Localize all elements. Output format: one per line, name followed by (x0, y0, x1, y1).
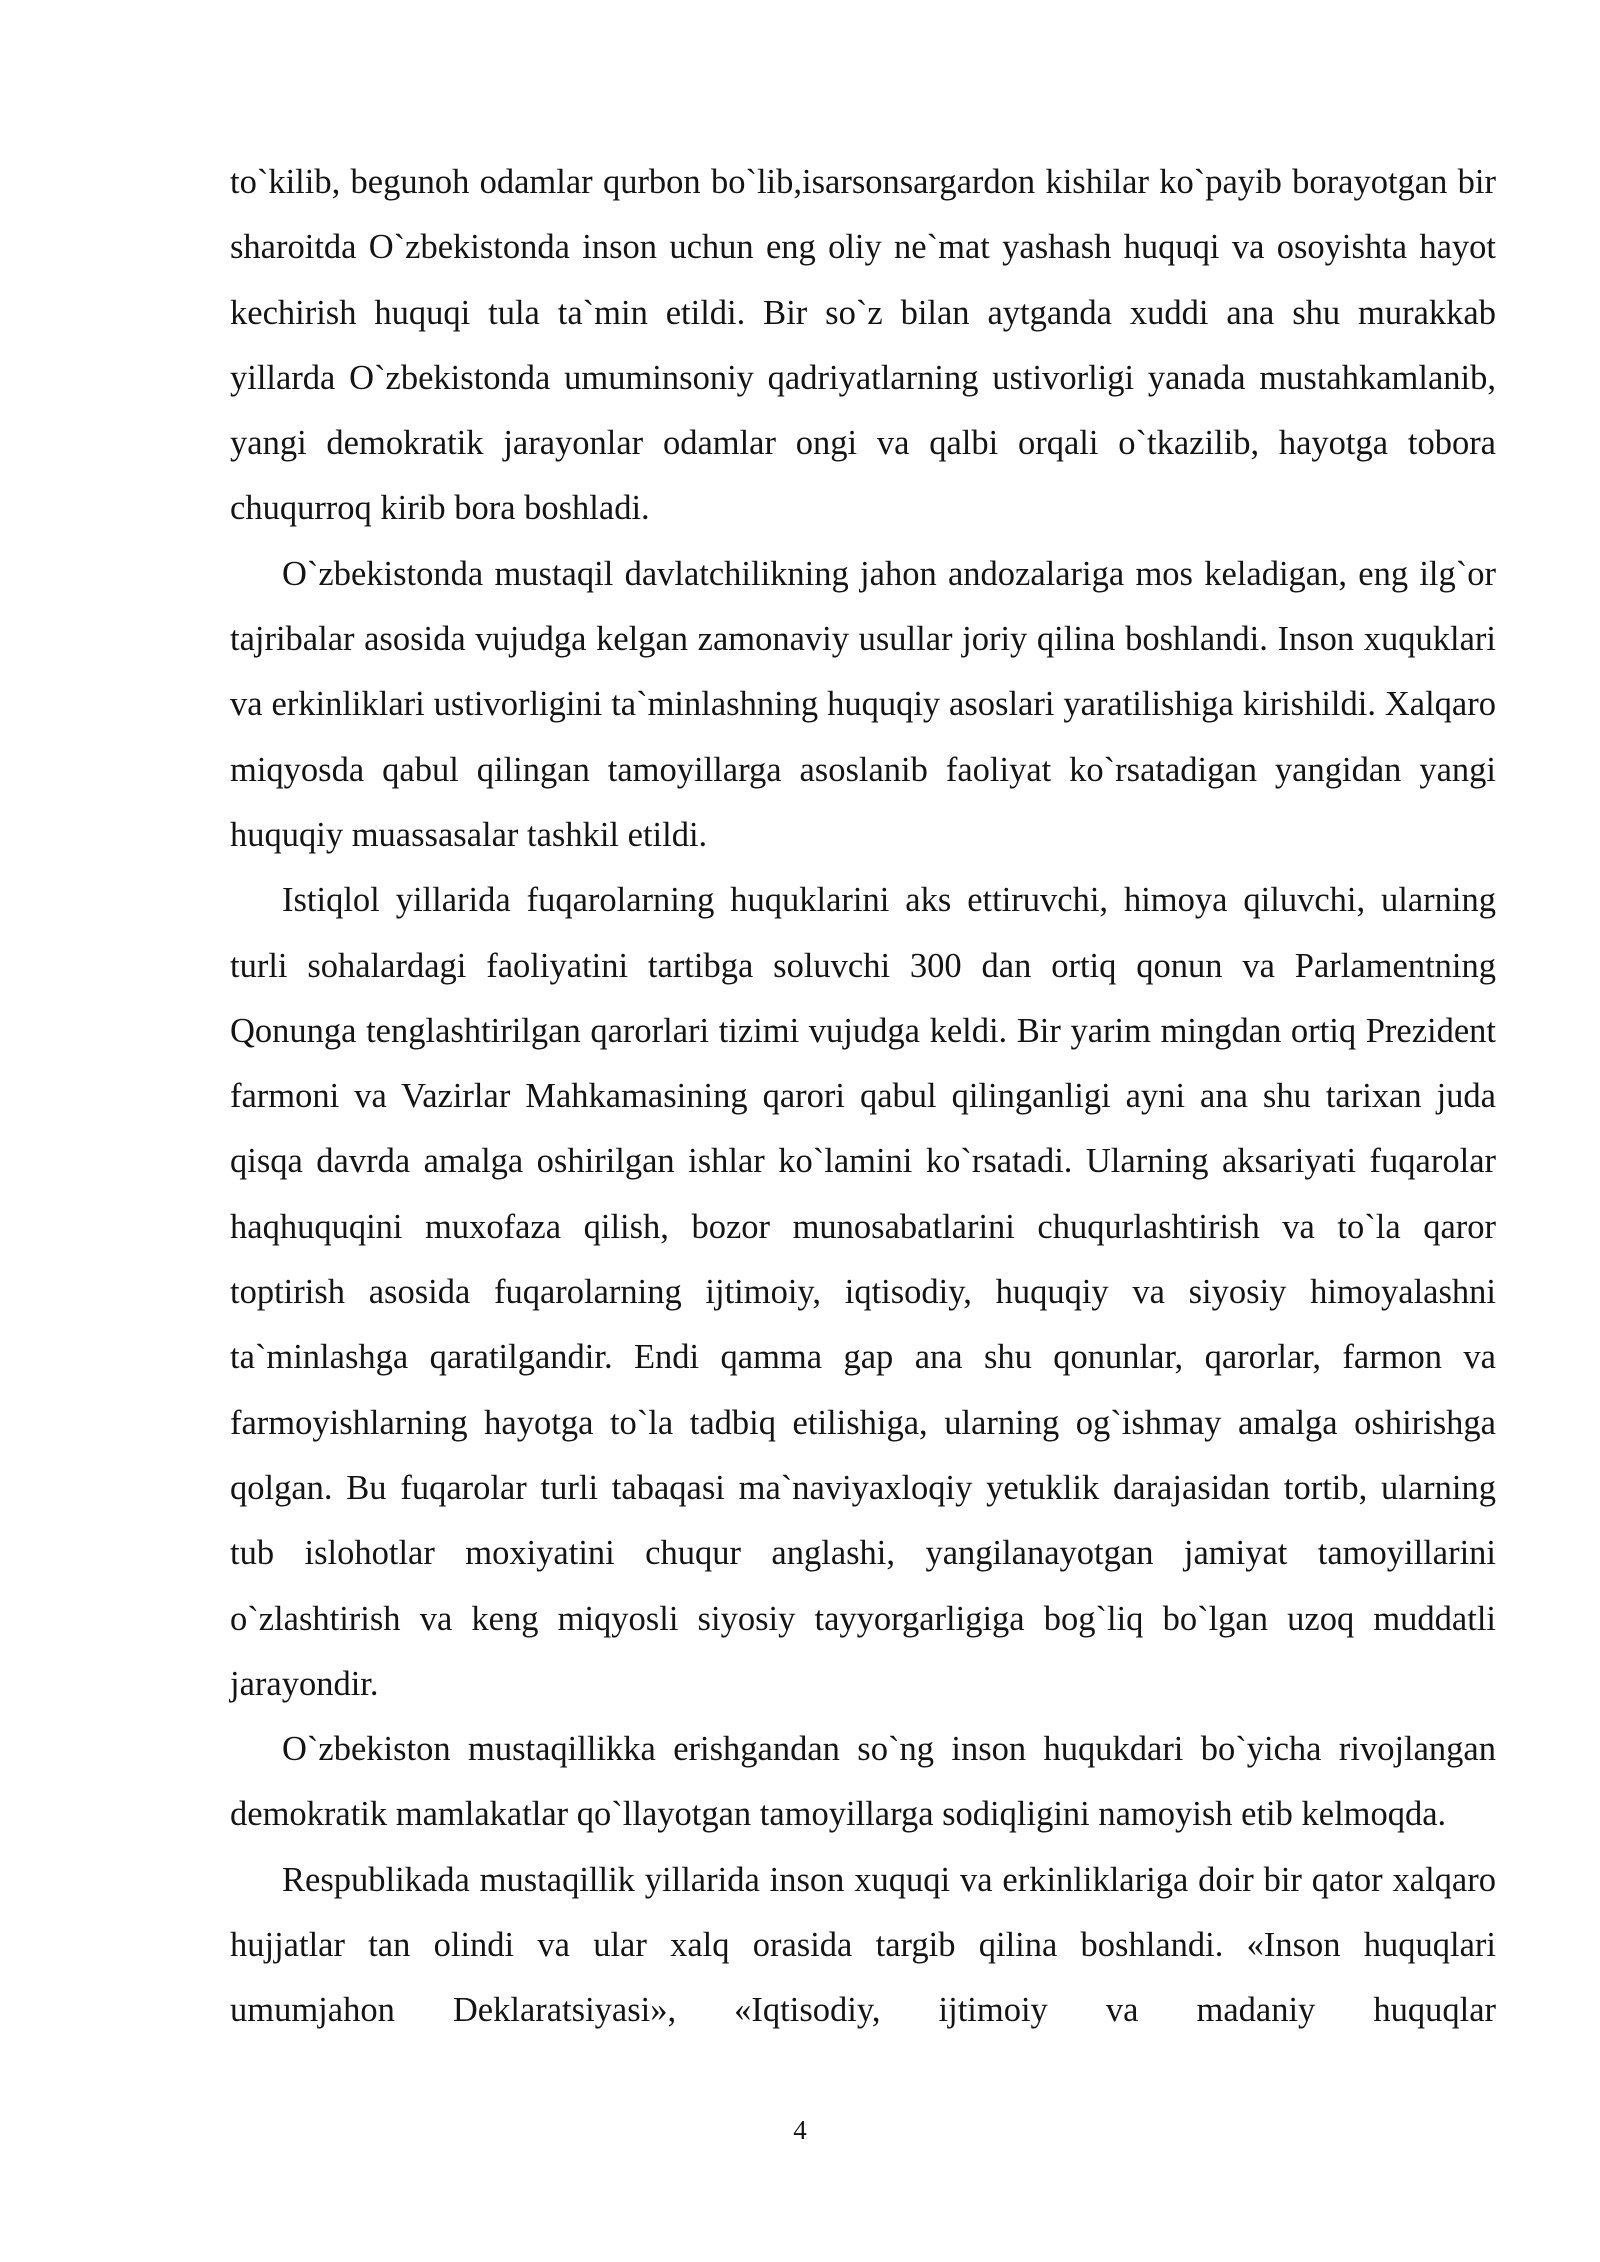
paragraph-legal-reforms: O`zbekistonda mustaqil davlatchilikning jahon andozalariga mos keladigan, eng ilg`or tajribalar asosida vujudga kelgan zamonaviy usullar joriy qilina boshlandi. Inson xuquklari va erkinliklari ustivorligini ta`minlashning huquqiy asoslari yaratilishiga kirishildi. Xalqaro miqyosda qabul qilingan tamoyillarga asoslanib faoliyat ko`rsatadigan yangidan yangi huquqiy muassasalar tashkil etildi. (230, 554, 1496, 854)
paragraph-independence-laws: Istiqlol yillarida fuqarolarning huquklarini aks ettiruvchi, himoya qiluvchi, ularning turli sohalardagi faoliyatini tartibga soluvchi 300 dan ortiq qonun va Parlamentning Qonunga tenglashtirilgan qarorlari tizimi vujudga keldi. Bir yarim mingdan ortiq Prezident farmoni va Vazirlar Mahkamasining qarori qabul qilinganligi ayni ana shu tarixan juda qisqa davrda amalga oshirilgan ishlar ko`lamini ko`rsatadi. Ularning aksariyati fuqarolar haqhuquqini muxofaza qilish, bozor munosabatlarini chuqurlashtirish va to`la qaror toptirish asosida fuqarolarning ijtimoiy, iqtisodiy, huquqiy va siyosiy himoyalashni ta`minlashga qaratilgandir. Endi qamma gap ana shu qonunlar, qarorlar, farmon va farmoyishlarning hayotga to`la tadbiq etilishiga, ularning og`ishmay amalga oshirishga qolgan. Bu fuqarolar turli tabaqasi ma`naviyaxloqiy yetuklik darajasidan tortib, ularning tub islohotlar moxiyatini chuqur anglashi, yangilanayotgan jamiyat tamoyillarini o`zlashtirish va keng miqyosli siyosiy tayyorgarligiga bog`liq bo`lgan uzoq muddatli jarayondir. (230, 881, 1496, 1703)
body-text (230, 150, 1496, 2044)
paragraph-international-documents: Respublikada mustaqillik yillarida inson xuquqi va erkinliklariga doir bir qator xalqaro hujjatlar tan olindi va ular xalq orasida targib qilina boshlandi. «Inson huquqlari umumjahon Deklaratsiyasi», «Iqtisodiy, ijtimoiy va madaniy huquqlar (230, 1860, 1496, 2030)
paragraph-continuation: to`kilib, begunoh odamlar qurbon bo`lib,isarsonsargardon kishilar ko`payib borayotgan bir sharoitda O`zbekistonda inson uchun eng oliy ne`mat yashash huquqi va osoyishta hayot kechirish huquqi tula ta`min etildi. Bir so`z bilan aytganda xuddi ana shu murakkab yillarda O`zbekistonda umuminsoniy qadriyatlarning ustivorligi yanada mustahkamlanib, yangi demokratik jarayonlar odamlar ongi va qalbi orqali o`tkazilib, hayotga tobora chuqurroq kirib bora boshladi. (230, 163, 1496, 528)
paragraph-democratic-principles: O`zbekiston mustaqillikka erishgandan so`ng inson huqukdari bo`yicha rivojlangan demokratik mamlakatlar qo`llayotgan tamoyillarga sodiqligini namoyish etib kelmoqda. (230, 1730, 1496, 1834)
page-number: 4 (793, 2115, 807, 2145)
